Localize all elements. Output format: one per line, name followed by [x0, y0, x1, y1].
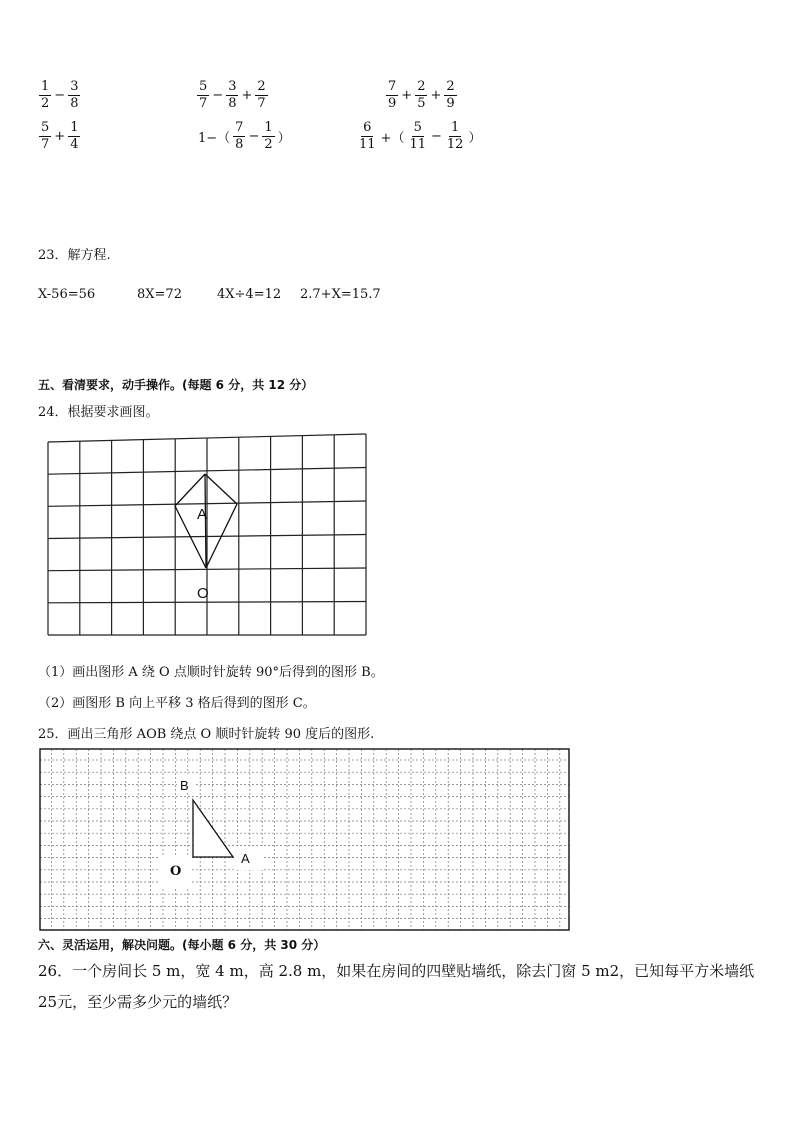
fraction-problem-3: $\frac{7}{9}$ + $\frac{2}{5}$ + $\frac{2}{9}$ [388, 79, 455, 111]
fraction: $\frac{2}{9}$ [446, 79, 455, 111]
fraction: $\frac{2}{5}$ [417, 79, 426, 111]
q24-step-1: （1）画出图形 A 绕 O 点顺时针旋转 90°后得到的图形 B。 [38, 665, 384, 680]
fraction: $\frac{5}{11}$ [409, 120, 426, 152]
q26-line-1: 26．一个房间长 5 m，宽 4 m，高 2.8 m，如果在房间的四壁贴墙纸，除去门窗 5 m2，已知每平方米墙纸 [38, 962, 755, 980]
label-o: O [197, 585, 209, 602]
q24-title: 24．根据要求画图。 [38, 405, 159, 420]
q24-step-2: （2）画图形 B 向上平移 3 格后得到的图形 C。 [38, 696, 316, 711]
label-b: B [180, 778, 189, 793]
q23-title: 23．解方程. [38, 248, 111, 263]
fraction: $\frac{5}{7}$ [41, 120, 50, 152]
fraction: $\frac{5}{7}$ [199, 79, 208, 111]
fraction-problem-6: $\frac{6}{11}$ +（ $\frac{5}{11}$ − $\frac{1}{12}$ ） [359, 120, 482, 152]
section-6-heading: 六、灵活运用，解决问题。(每小题 6 分，共 30 分） [38, 938, 326, 952]
q25-grid-figure [39, 748, 571, 932]
fraction-problem-4: $\frac{5}{7}$ + $\frac{1}{4}$ [41, 120, 79, 152]
fraction: $\frac{6}{11}$ [359, 120, 376, 152]
fraction: $\frac{1}{2}$ [264, 120, 273, 152]
fraction-problem-5: 1−（ $\frac{7}{8}$ − $\frac{1}{2}$ ） [198, 120, 291, 152]
equation-1: X-56=56 [38, 287, 96, 302]
label-o: O [170, 864, 182, 879]
equation-3: 4X÷4=12 [217, 287, 282, 302]
fraction: $\frac{1}{4}$ [70, 120, 79, 152]
section-5-heading: 五、看清要求，动手操作。(每题 6 分，共 12 分） [38, 378, 314, 392]
fraction: $\frac{3}{8}$ [228, 79, 237, 111]
label-a: A [241, 851, 250, 866]
kite-edge [175, 474, 205, 506]
equation-4: 2.7+X=15.7 [300, 287, 381, 302]
fraction: $\frac{7}{9}$ [388, 79, 397, 111]
fraction: $\frac{1}{12}$ [446, 120, 464, 152]
fraction-problem-1: $\frac{1}{2}$ − $\frac{3}{8}$ [41, 79, 79, 111]
fraction: $\frac{2}{7}$ [257, 79, 266, 111]
kite-edge [205, 474, 237, 504]
q25-title: 25．画出三角形 AOB 绕点 O 顺时针旋转 90 度后的图形. [38, 727, 375, 742]
q24-grid-figure [44, 430, 374, 640]
fraction: $\frac{7}{8}$ [235, 120, 244, 152]
q26-line-2: 25元，至少需多少元的墙纸？ [38, 993, 238, 1011]
label-a: A [197, 506, 208, 523]
fraction: $\frac{1}{2}$ [41, 79, 50, 111]
fraction: $\frac{3}{8}$ [70, 79, 79, 111]
fraction-problem-2: $\frac{5}{7}$ − $\frac{3}{8}$ + $\frac{2}{7}$ [199, 79, 266, 111]
equation-2: 8X=72 [137, 287, 182, 302]
